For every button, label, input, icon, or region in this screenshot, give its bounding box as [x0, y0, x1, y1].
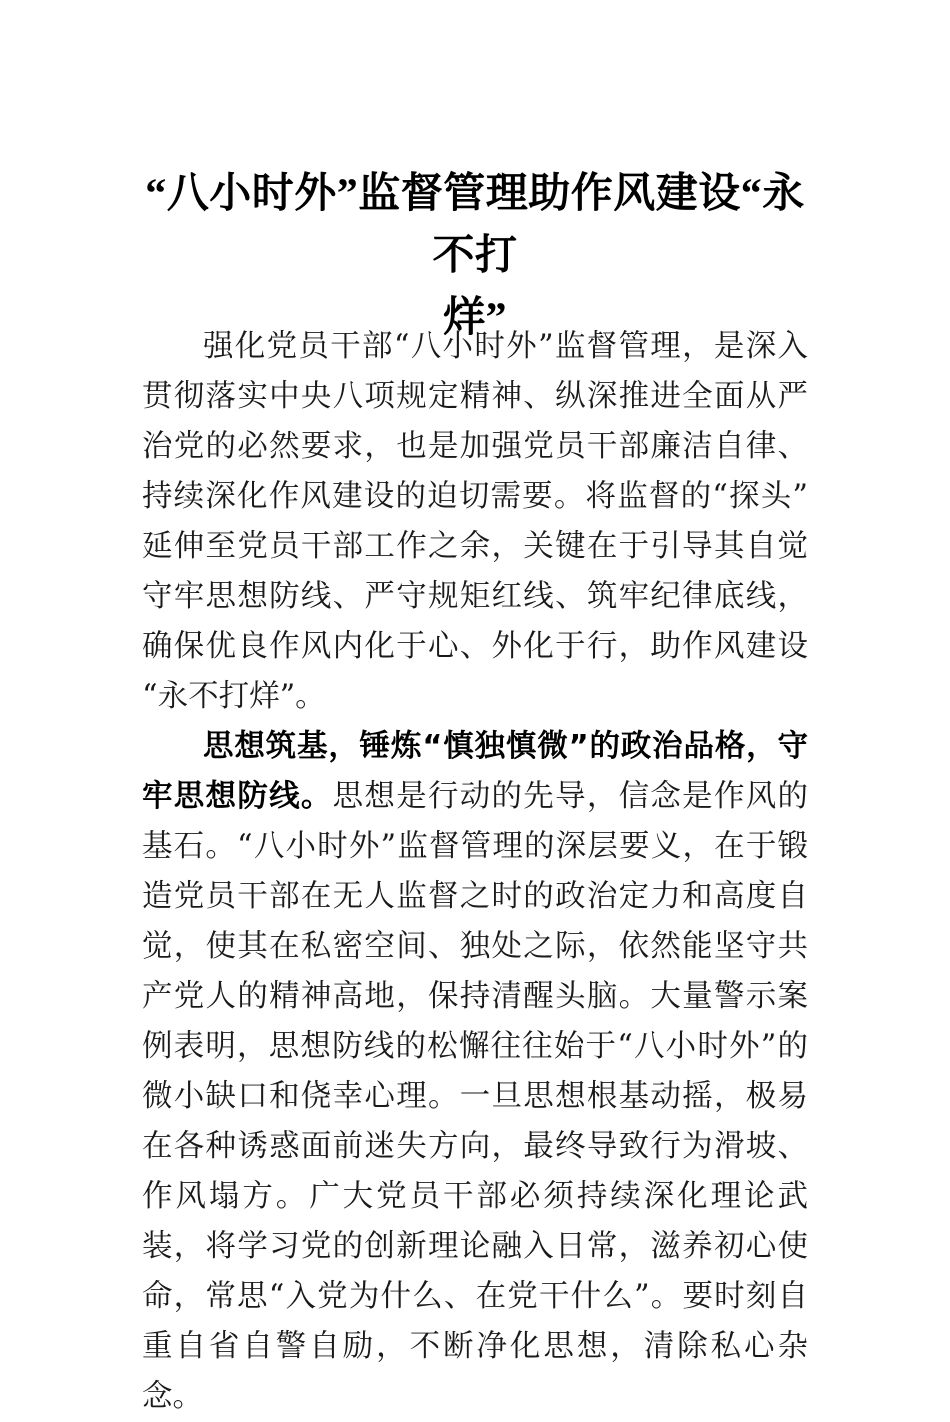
document-body [142, 322, 808, 1422]
paragraph-1-text: 强化党员干部“八小时外”监督管理，是深入贯彻落实中央八项规定精神、纵深推进全面从严治党的必然要求，也是加强党员干部廉洁自律、持续深化作风建设的迫切需要。将监督的“探头”延伸至党员干部工作之余，关键在于引导其自觉守牢思想防线、严守规矩红线、筑牢纪律底线，确保优良作风内化于心、外化于行，助作风建设“永不打烊”。 [142, 329, 808, 714]
paragraph-2 [142, 722, 808, 1422]
paragraph-2-text: 思想是行动的先导，信念是作风的基石。“八小时外”监督管理的深层要义，在于锻造党员干部在无人监督之时的政治定力和高度自觉，使其在私密空间、独处之际，依然能坚守共产党人的精神高地，保持清醒头脑。大量警示案例表明，思想防线的松懈往往始于“八小时外”的微小缺口和侥幸心理。一旦思想根基动摇，极易在各种诱惑面前迷失方向，最终导致行为滑坡、作风塌方。广大党员干部必须持续深化理论武装，将学习党的创新理论融入日常，滋养初心使命，常思“入党为什么、在党干什么”。要时刻自重自省自警自励，不断净化思想，清除私心杂念。 [142, 779, 809, 1414]
paragraph-1 [142, 322, 808, 722]
page-title-line-2: 烊” [442, 295, 507, 341]
paragraph-2-lead: 思想筑基，锤炼“慎独慎微”的政治品格，守牢思想防线。 [142, 729, 808, 814]
page-title-line-1: “八小时外”监督管理助作风建设“永不打 [145, 171, 805, 279]
